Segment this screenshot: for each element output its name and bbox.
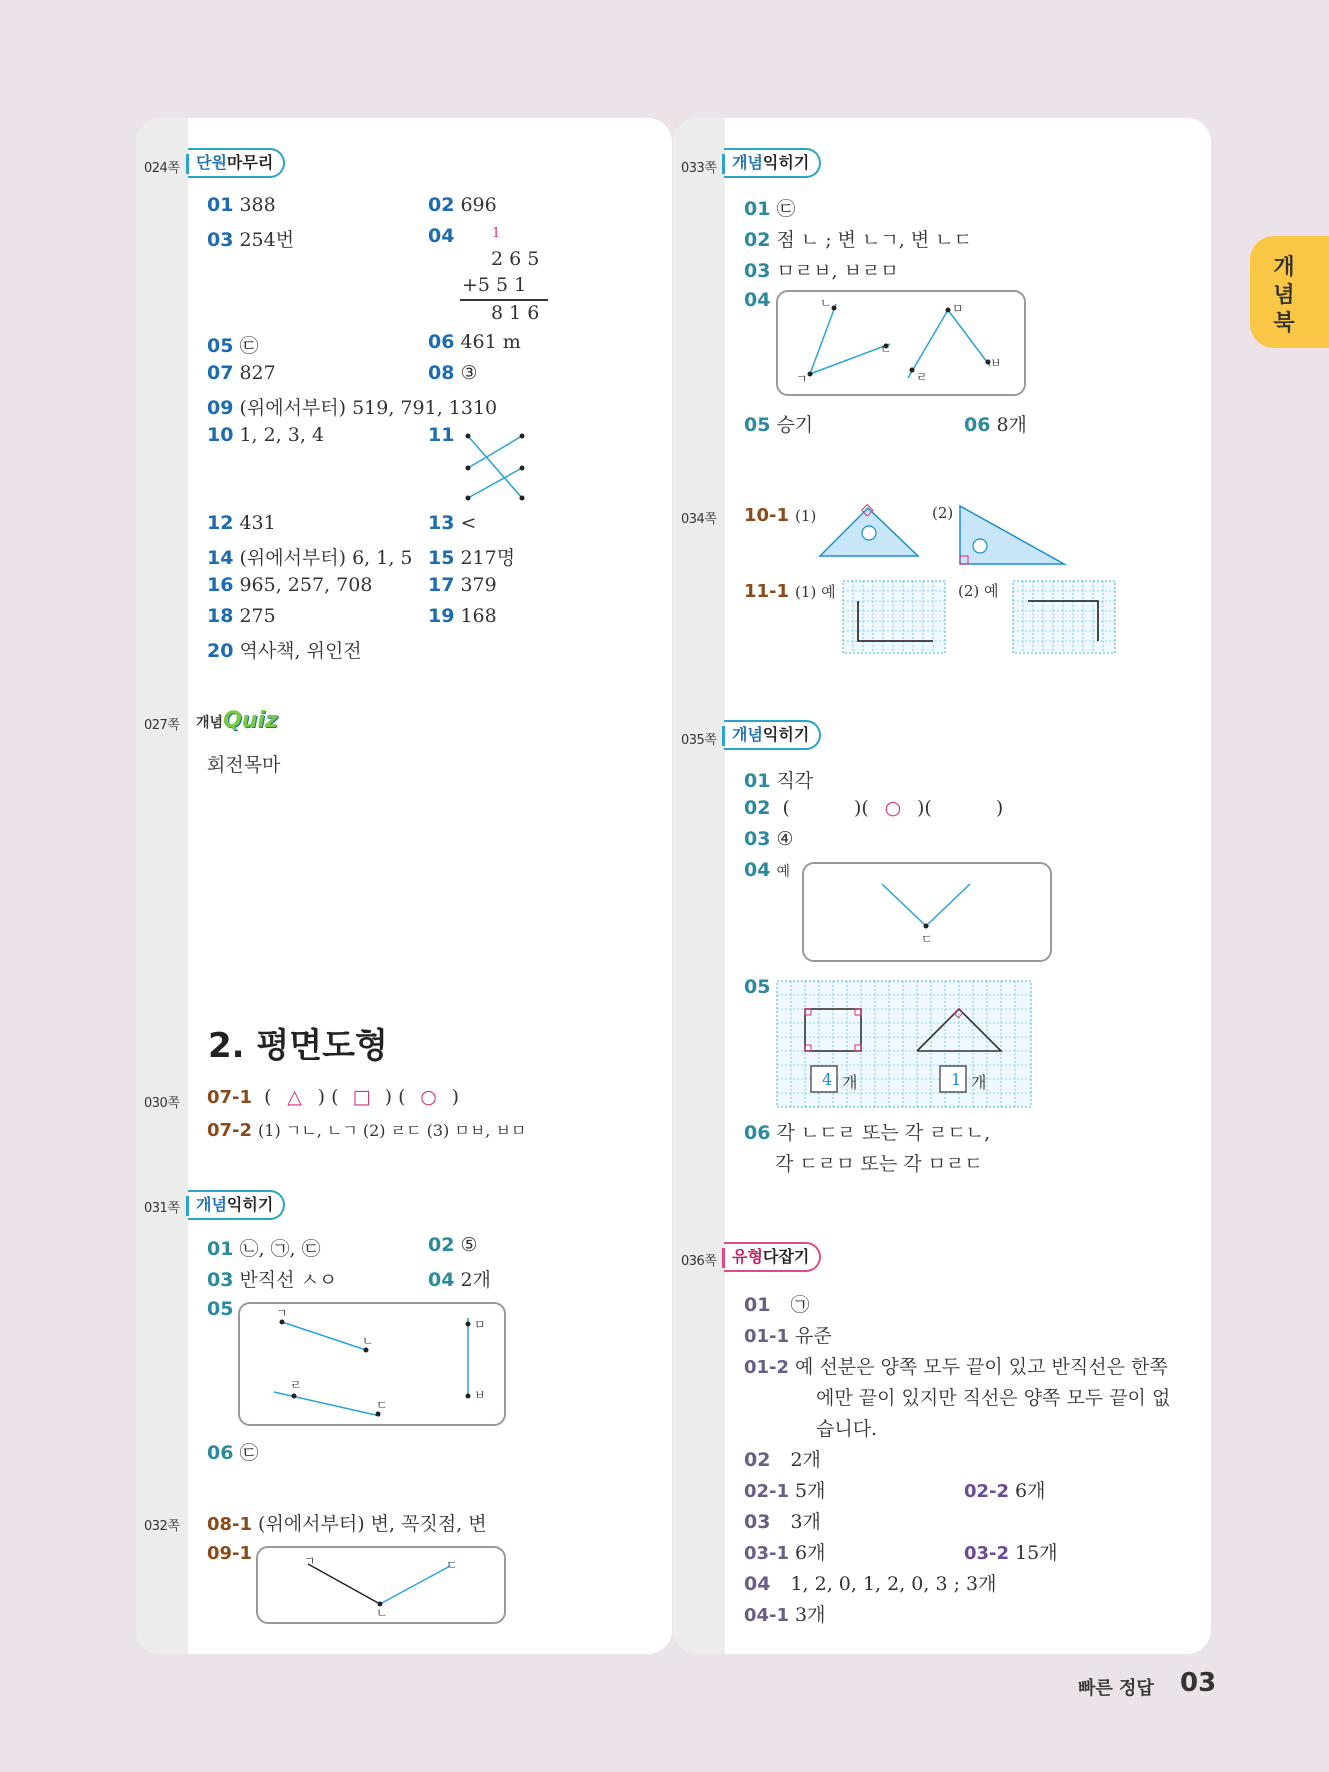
type-03	[744, 1507, 821, 1534]
badge-b: 다잡기	[762, 1247, 810, 1266]
num: 02	[744, 797, 771, 819]
page-ref-031: 031쪽	[144, 1201, 180, 1216]
num: 03	[744, 260, 771, 282]
answer-07-2	[207, 1118, 526, 1141]
num: 09-1	[207, 1543, 253, 1564]
circle-icon: ○	[884, 797, 902, 819]
r2-answer-02	[744, 797, 1003, 819]
type-04-1	[744, 1600, 826, 1627]
paren: )	[451, 1086, 459, 1108]
practice-01	[207, 1234, 321, 1261]
val: 275	[239, 605, 276, 627]
badge-b: 익히기	[762, 725, 810, 744]
num: 06	[207, 1442, 234, 1464]
type-04	[744, 1569, 996, 1596]
paren: (	[398, 1086, 406, 1108]
sum-result: 8 1 6	[491, 302, 540, 324]
answer-13	[428, 512, 476, 534]
num: 05	[744, 414, 771, 436]
val: 3개	[790, 1511, 821, 1533]
val: ㉡, ㉠, ㉢	[239, 1238, 321, 1260]
answer-08	[428, 362, 478, 384]
num: 01	[207, 194, 234, 216]
num: 17	[428, 574, 455, 596]
sub-label-2: (2) 예	[958, 582, 999, 600]
label-r: ㄹ	[290, 1378, 302, 1392]
answer-07	[207, 362, 276, 384]
quiz-k: 개념	[196, 715, 224, 731]
addend-top: 2 6 5	[491, 248, 540, 270]
badge-b: 익히기	[762, 153, 810, 172]
val: 431	[239, 512, 276, 534]
badge-type-practice	[724, 1242, 821, 1272]
grid-figure-2	[1012, 580, 1116, 654]
badge-a: 개념	[732, 725, 763, 744]
r-answer-03	[744, 256, 899, 283]
num: 03	[207, 1269, 234, 1291]
num: 19	[428, 605, 455, 627]
grid-figure-r05	[776, 980, 1032, 1108]
sub-label-2: (2)	[932, 504, 954, 522]
badge-concept-practice	[188, 1190, 285, 1220]
left-gutter	[136, 118, 188, 1654]
num: 04	[428, 1269, 455, 1291]
page-ref-035: 035쪽	[681, 733, 717, 748]
label-g: ㄱ	[796, 372, 808, 386]
type-01-2-line2: 에만 끝이 있지만 직선은 양쪽 모두 끝이 없	[816, 1387, 1171, 1409]
val: 15개	[1015, 1542, 1058, 1564]
triangle-icon: △	[287, 1086, 302, 1108]
matching-lines-figure	[460, 428, 540, 504]
num: 08	[428, 362, 455, 384]
num: 01-1	[744, 1326, 790, 1347]
grid-figure-1	[842, 580, 946, 654]
label-g: ㄱ	[276, 1306, 288, 1320]
val: <	[460, 512, 477, 534]
badge-concept-practice-2	[724, 720, 821, 750]
val: 2개	[460, 1269, 491, 1291]
paren: (	[331, 1086, 339, 1108]
num: 06	[744, 1122, 771, 1144]
num: 03-1	[744, 1543, 790, 1564]
carry-digit: 1	[492, 226, 501, 241]
val: 388	[239, 194, 276, 216]
sum-line	[460, 299, 548, 301]
val: (위에서부터) 6, 1, 5	[239, 547, 413, 569]
val: (1) ㄱㄴ, ㄴㄱ (2) ㄹㄷ (3) ㅁㅂ, ㅂㅁ	[258, 1121, 527, 1140]
answer-02	[428, 194, 497, 216]
r-answer-05	[744, 410, 813, 437]
val: ⑤	[460, 1234, 478, 1256]
badge-a: 단원	[196, 153, 227, 172]
page-ref-030: 030쪽	[144, 1096, 180, 1111]
page-ref-034: 034쪽	[681, 512, 717, 527]
num: 12	[207, 512, 234, 534]
num: 02-1	[744, 1481, 790, 1502]
label-d: ㄷ	[921, 932, 933, 946]
answer-19	[428, 605, 497, 627]
label-m: ㅁ	[952, 302, 964, 316]
circle-icon: ○	[420, 1086, 437, 1108]
practice-06	[207, 1438, 258, 1465]
val: (위에서부터) 519, 791, 1310	[239, 397, 498, 419]
num: 10-1	[744, 505, 790, 526]
label-g: ㄱ	[304, 1554, 316, 1568]
num: 06	[964, 414, 991, 436]
triangle-figure-2	[956, 502, 1068, 568]
r-answer-02	[744, 225, 972, 252]
val: 예 선분은 양쪽 모두 끝이 있고 반직선은 한쪽	[795, 1356, 1168, 1378]
num: 02-2	[964, 1481, 1010, 1502]
num: 05	[744, 976, 771, 998]
val: 역사책, 위인전	[239, 640, 362, 662]
val: 2개	[790, 1449, 821, 1471]
practice-05	[207, 1298, 239, 1320]
type-01-2-line3: 습니다.	[816, 1418, 878, 1440]
num: 06	[428, 331, 455, 353]
label-r: ㄹ	[916, 370, 928, 384]
val: 696	[460, 194, 497, 216]
badge-a: 개념	[196, 1195, 227, 1214]
val: ㅁㄹㅂ, ㅂㄹㅁ	[776, 260, 899, 282]
val: 승기	[776, 414, 814, 436]
answer-12	[207, 512, 276, 534]
val: 461 m	[460, 331, 521, 353]
r2-answer-04	[744, 859, 790, 881]
num: 03	[744, 1511, 771, 1533]
paren: )(	[916, 797, 932, 819]
num: 09	[207, 397, 234, 419]
type-01-2	[744, 1352, 1168, 1379]
val: 217명	[460, 547, 516, 569]
val: 1, 2, 3, 4	[239, 424, 325, 446]
badge-a: 유형	[732, 1247, 763, 1266]
quiz-q: Quiz	[223, 708, 278, 733]
num: 01	[744, 198, 771, 220]
r2-answer-03	[744, 828, 794, 850]
r-answer-06	[964, 410, 1027, 437]
paren: (	[782, 797, 790, 819]
num: 03	[744, 828, 771, 850]
label-d: ㄷ	[880, 342, 892, 356]
practice-02	[428, 1234, 478, 1256]
count-rect: 4	[822, 1070, 833, 1089]
num: 07-2	[207, 1120, 253, 1141]
square-icon: □	[352, 1086, 371, 1108]
angles-figure	[776, 290, 1026, 396]
answer-09-1	[207, 1542, 258, 1564]
num: 02	[428, 194, 455, 216]
label-n: ㄴ	[376, 1606, 388, 1620]
answer-15	[428, 543, 515, 570]
val: 직각	[776, 770, 814, 792]
type-01	[744, 1290, 809, 1317]
val: 반직선 ㅅㅇ	[239, 1269, 338, 1291]
num: 04	[744, 1573, 771, 1595]
side-tab-char-2: 념	[1273, 283, 1295, 308]
num: 04	[744, 289, 771, 311]
val: 965, 257, 708	[239, 574, 373, 596]
val: 1, 2, 0, 1, 2, 0, 3 ; 3개	[790, 1573, 997, 1595]
num: 11	[428, 424, 455, 446]
val: 827	[239, 362, 276, 384]
section-title: 2. 평면도형	[208, 1026, 388, 1066]
answer-10	[207, 424, 324, 446]
practice-03	[207, 1265, 337, 1292]
answer-14	[207, 543, 413, 570]
val: 각 ㄴㄷㄹ 또는 각 ㄹㄷㄴ,	[776, 1122, 991, 1144]
answer-06	[428, 331, 521, 353]
val: ㉢	[776, 198, 796, 220]
val: ㉢	[239, 335, 259, 357]
answer-17	[428, 574, 497, 596]
num: 13	[428, 512, 455, 534]
label-n: ㄴ	[820, 296, 832, 310]
val: ㉢	[239, 1442, 259, 1464]
label-b: ㅂ	[474, 1388, 486, 1402]
num: 03	[207, 229, 234, 251]
unit-1: 개	[842, 1073, 858, 1092]
type-02-2	[964, 1476, 1046, 1503]
num: 03-2	[964, 1543, 1010, 1564]
val: (1)	[795, 507, 817, 525]
num: 04	[428, 225, 455, 247]
r2-answer-06-cont: 각 ㄷㄹㅁ 또는 각 ㅁㄹㄷ	[775, 1153, 983, 1175]
answer-03	[207, 225, 294, 252]
page-ref-024: 024쪽	[144, 161, 180, 176]
answer-18	[207, 605, 276, 627]
val: 6개	[1015, 1480, 1046, 1502]
label-n: ㄴ	[362, 1334, 374, 1348]
val: ③	[460, 362, 478, 384]
label-d: ㄷ	[376, 1398, 388, 1412]
page-ref-032: 032쪽	[144, 1519, 180, 1534]
num: 01	[744, 770, 771, 792]
val: 379	[460, 574, 497, 596]
right-angle-figure	[802, 862, 1052, 962]
num: 11-1	[744, 581, 790, 602]
num: 04	[744, 859, 771, 881]
val: 254번	[239, 229, 295, 251]
paren: )(	[854, 797, 869, 819]
right-gutter	[673, 118, 725, 1654]
val: (1) 예	[795, 583, 836, 601]
answer-08-1	[207, 1509, 487, 1536]
unit-2: 개	[971, 1073, 987, 1092]
label-b: ㅂ	[990, 356, 1002, 370]
side-tab-char-1: 개	[1273, 255, 1295, 280]
quiz-badge	[196, 708, 278, 733]
num: 07	[207, 362, 234, 384]
triangle-figure-1	[818, 502, 922, 564]
type-02	[744, 1445, 821, 1472]
answer-11	[428, 424, 460, 446]
type-02-1	[744, 1476, 826, 1503]
type-03-1	[744, 1538, 826, 1565]
quiz-answer: 회전목마	[207, 754, 281, 776]
val: 예	[776, 864, 790, 880]
r-answer-11-1	[744, 580, 836, 602]
badge-b: 익히기	[226, 1195, 274, 1214]
answer-01	[207, 194, 276, 216]
badge-a: 개념	[732, 153, 763, 172]
type-03-2	[964, 1538, 1058, 1565]
badge-concept-practice	[724, 148, 821, 178]
side-tab[interactable]	[1250, 236, 1329, 348]
answer-16	[207, 574, 372, 596]
paren: )	[995, 797, 1004, 819]
num: 05	[207, 335, 234, 357]
num: 02	[744, 229, 771, 251]
val: 8개	[996, 414, 1027, 436]
num: 15	[428, 547, 455, 569]
page-ref-036: 036쪽	[681, 1254, 717, 1269]
num: 10	[207, 424, 234, 446]
num: 01	[744, 1294, 771, 1316]
num: 14	[207, 547, 234, 569]
count-tri: 1	[951, 1070, 962, 1089]
num: 16	[207, 574, 234, 596]
page-ref-033: 033쪽	[681, 161, 717, 176]
num: 07-1	[207, 1087, 253, 1108]
num: 08-1	[207, 1514, 253, 1535]
val: ④	[776, 828, 794, 850]
type-01-1	[744, 1321, 832, 1348]
answer-09	[207, 393, 497, 420]
addend-bottom: +5 5 1	[462, 274, 527, 296]
r2-answer-01	[744, 766, 813, 793]
num: 01-2	[744, 1357, 790, 1378]
val: 3개	[795, 1604, 826, 1626]
side-tab-char-3: 북	[1273, 311, 1295, 336]
val: 6개	[795, 1542, 826, 1564]
badge-unit-review	[188, 148, 285, 178]
num: 02	[428, 1234, 455, 1256]
val: (위에서부터) 변, 꼭짓점, 변	[258, 1513, 487, 1535]
page-ref-027: 027쪽	[144, 718, 180, 733]
paren: )	[317, 1086, 326, 1108]
num: 05	[207, 1298, 234, 1320]
val: 168	[460, 605, 497, 627]
num: 01	[207, 1238, 234, 1260]
footer-label: 빠른 정답	[1078, 1678, 1154, 1699]
val: 5개	[795, 1480, 826, 1502]
answer-05	[207, 331, 258, 358]
page-number: 03	[1180, 1668, 1217, 1698]
num: 20	[207, 640, 234, 662]
num: 02	[744, 1449, 771, 1471]
r-answer-10-1	[744, 504, 816, 526]
r2-answer-05	[744, 976, 776, 998]
r-answer-01	[744, 194, 795, 221]
paren: )	[384, 1086, 393, 1108]
label-d: ㄷ	[446, 1558, 458, 1572]
num: 18	[207, 605, 234, 627]
answer-04	[428, 225, 460, 247]
answer-20	[207, 636, 362, 663]
answer-07-1	[207, 1086, 459, 1108]
badge-b: 마무리	[226, 153, 274, 172]
val: ㉠	[790, 1294, 810, 1316]
paren: (	[264, 1086, 272, 1108]
label-m: ㅁ	[474, 1318, 486, 1332]
r2-answer-06	[744, 1118, 990, 1145]
r-answer-04	[744, 289, 776, 311]
practice-04	[428, 1265, 491, 1292]
val: 유준	[795, 1325, 832, 1347]
val: 점 ㄴ ; 변 ㄴㄱ, 변 ㄴㄷ	[776, 229, 972, 251]
num: 04-1	[744, 1605, 790, 1626]
